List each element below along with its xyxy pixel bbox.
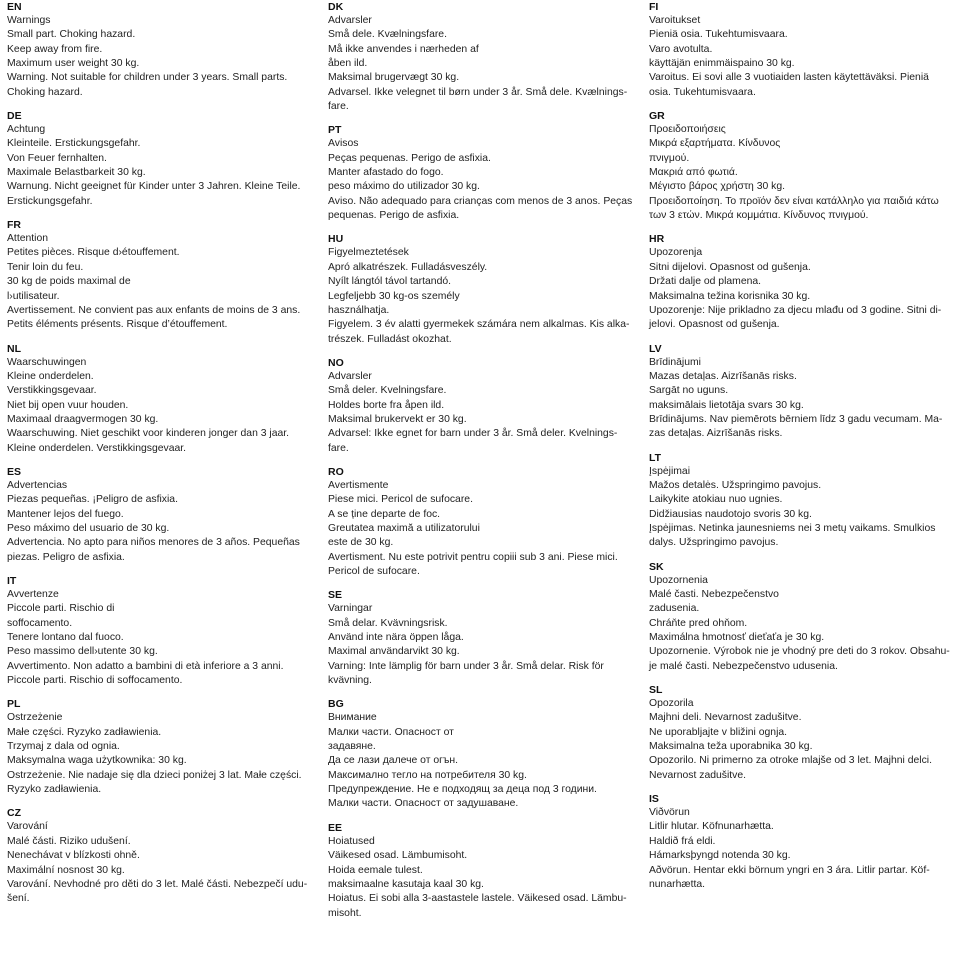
warning-section-lt: [649, 451, 964, 551]
warning-text-line: Pieniä osia. Tukehtumisvaara.: [649, 29, 788, 41]
warning-text-line: Malé časti. Nebezpečenstvo: [649, 589, 779, 600]
language-code: NO: [328, 356, 344, 369]
language-code: HU: [328, 233, 344, 246]
language-code: RO: [328, 465, 344, 478]
warning-text-line: Trzymaj z dala od ognia.: [7, 741, 120, 753]
warning-text-line: Figyelem. 3 év alatti gyermekek számára nem alkalmas. Kis alka-: [328, 319, 630, 331]
warning-section-gr: [649, 109, 964, 223]
language-code: DE: [7, 110, 22, 123]
warning-text-line: Använd inte nära öppen låga.: [328, 632, 464, 644]
language-code: IT: [7, 575, 17, 587]
warning-text-line: pequenas. Perigo de asfixia.: [328, 210, 460, 222]
warning-text-line: Brīdinājums. Nav piemērots bērniem līdz 3 gadu vecumam. Ma-: [649, 413, 943, 425]
warning-text-line: jelovi. Opasnost od gušenja.: [649, 319, 780, 331]
warning-text-line: Kleine onderdelen. Verstikkingsgevaar.: [7, 442, 187, 454]
warning-text-line: Ne uporabljajte v bližini ognja.: [649, 726, 788, 738]
warning-text-line: Laikykite atokiau nuo ugnies.: [649, 494, 783, 506]
language-code: LT: [649, 451, 662, 464]
warning-text-line: maksimaalne kasutaja kaal 30 kg.: [328, 878, 484, 890]
warning-text-line: Apró alkatrészek. Fulladásveszély.: [328, 261, 488, 273]
warning-text-line: Små delar. Kvävningsrisk.: [328, 617, 448, 629]
warning-text-line: Hámarksþyngd notenda 30 kg.: [649, 850, 791, 862]
warning-text-line: Nyílt lángtól távol tartandó.: [328, 276, 452, 288]
warning-text-line: Piccole parti. Rischio di soffocamento.: [7, 675, 183, 687]
warning-text-line: Pericol de sufocare.: [328, 566, 420, 577]
warning-text-line: Hoiatus. Ei sobi alla 3-aastastele lastele. Väikesed osad. Lämbu-: [328, 893, 627, 905]
warning-text-line: Haldið frá eldi.: [649, 835, 716, 847]
language-code: SE: [328, 589, 343, 602]
warning-text-line: käyttäjän enimmäispaino 30 kg.: [649, 58, 795, 70]
warning-section-fr: [7, 218, 319, 332]
section-heading: Brīdinājumi: [649, 356, 701, 368]
warning-text-line: Må ikke anvendes i nærheden af: [328, 43, 479, 55]
warning-text-line: fare.: [328, 442, 349, 454]
section-heading: Varování: [7, 821, 48, 833]
warning-section-pl: [7, 697, 319, 797]
warning-text-line: Maksymalna waga użytkownika: 30 kg.: [7, 755, 187, 767]
warning-text-line: Opozorilo. Ni primerno za otroke mlajše od 3 let. Majhni delci.: [649, 755, 932, 767]
warning-text-line: Peso máximo del usuario de 30 kg.: [7, 522, 170, 534]
warning-section-se: [328, 588, 640, 688]
section-heading: Warnings: [7, 15, 51, 26]
warning-section-fi: [649, 0, 964, 100]
language-code: EN: [7, 1, 22, 13]
warning-section-hr: [649, 232, 964, 332]
warning-text-line: Piccole parti. Rischio di: [7, 603, 115, 615]
warning-text-line: Avertissement. Ne convient pas aux enfants de moins de 3 ans.: [7, 304, 301, 316]
warning-text-line: Maximale Belastbarkeit 30 kg.: [7, 167, 146, 179]
warning-section-no: [328, 356, 640, 456]
warning-text-line: használhatja.: [328, 304, 390, 316]
warning-text-line: Maximaal draagvermogen 30 kg.: [7, 413, 159, 425]
warning-text-line: Verstikkingsgevaar.: [7, 385, 97, 397]
column-2: [328, 0, 640, 930]
warning-text-line: Maksimalna teža uporabnika 30 kg.: [649, 741, 813, 753]
warning-text-line: Peso massimo dell›utente 30 kg.: [7, 646, 158, 658]
warning-text-line: Majhni deli. Nevarnost zadušitve.: [649, 712, 802, 724]
section-heading: Opozorila: [649, 698, 694, 710]
warning-text-line: zadusenia.: [649, 603, 700, 615]
warning-text-line: Små deler. Kvelningsfare.: [328, 385, 447, 397]
warning-text-line: Petites pièces. Risque d›étouffement.: [7, 247, 180, 259]
language-code: DK: [328, 1, 344, 13]
warning-section-cz: [7, 806, 319, 906]
warning-text-line: Aviso. Não adequado para crianças com menos de 3 anos. Peças: [328, 195, 633, 207]
warning-text-line: Piese mici. Pericol de sufocare.: [328, 494, 473, 506]
warning-text-line: Малки части. Опасност от: [328, 726, 454, 738]
warning-text-line: Maksimalna težina korisnika 30 kg.: [649, 290, 811, 302]
warning-text-line: l›utilisateur.: [7, 290, 60, 302]
section-heading: Achtung: [7, 124, 46, 136]
language-code: HR: [649, 233, 665, 246]
warning-text-line: Didžiausias naudotojo svoris 30 kg.: [649, 508, 812, 520]
language-code: PT: [328, 124, 342, 137]
section-heading: Ostrzeżenie: [7, 712, 63, 724]
warning-text-line: Warning. Not suitable for children under 3 years. Small parts.: [7, 72, 288, 84]
warning-text-line: Upozornenie. Výrobok nie je vhodný pre deti do 3 rokov. Obsahu-: [649, 646, 950, 658]
warning-text-line: Warnung. Nicht geeignet für Kinder unter 3 Jahren. Kleine Teile.: [7, 181, 301, 193]
warning-section-sk: [649, 560, 964, 674]
warning-section-hu: [328, 232, 640, 346]
warning-text-line: των 3 ετών. Μικρά κομμάτια. Κίνδυνος πνιγμού.: [649, 210, 869, 222]
warning-section-nl: [7, 342, 319, 456]
warning-text-line: Greutatea maximă a utilizatorului: [328, 522, 480, 534]
warning-text-line: Maksimal brugervægt 30 kg.: [328, 72, 460, 84]
warning-text-line: trészek. Fulladást okozhat.: [328, 333, 452, 345]
language-code: BG: [328, 698, 344, 711]
warning-section-es: [7, 465, 319, 565]
warning-text-line: maksimālais lietotāja svars 30 kg.: [649, 399, 804, 411]
warning-text-line: Piezas pequeñas. ¡Peligro de asfixia.: [7, 494, 178, 506]
warning-section-pt: [328, 123, 640, 223]
warning-text-line: Avertisment. Nu este potrivit pentru copiii sub 3 ani. Piese mici.: [328, 551, 618, 563]
warning-text-line: Waarschuwing. Niet geschikt voor kinderen jonger dan 3 jaar.: [7, 428, 290, 440]
warning-text-line: Μέγιστο βάρος χρήστη 30 kg.: [649, 181, 786, 193]
section-heading: Προειδοποιήσεις: [649, 124, 726, 136]
language-code: SK: [649, 560, 664, 573]
warning-section-ee: [328, 821, 640, 921]
warning-text-line: Малки части. Опасност от задушаване.: [328, 798, 519, 810]
warning-text-line: Advertencia. No apto para niños menores de 3 años. Pequeñas: [7, 537, 300, 549]
warning-text-line: Μακριά από φωτιά.: [649, 167, 738, 179]
warning-text-line: este de 30 kg.: [328, 537, 394, 549]
warning-text-line: Tenir loin du feu.: [7, 261, 84, 273]
section-heading: Viðvörun: [649, 807, 690, 819]
column-3: [649, 0, 964, 901]
language-code: SL: [649, 684, 663, 697]
warning-text-line: Предупреждение. Не е подходящ за деца под 3 години.: [328, 784, 597, 796]
warning-text-line: Hoida eemale tulest.: [328, 864, 423, 876]
language-code: EE: [328, 821, 343, 834]
warning-text-line: fare.: [328, 101, 349, 113]
section-heading: Waarschuwingen: [7, 356, 87, 368]
section-heading: Avisos: [328, 138, 359, 150]
warning-text-line: Tenere lontano dal fuoco.: [7, 632, 124, 644]
warning-text-line: šení.: [7, 893, 30, 905]
section-heading: Varningar: [328, 603, 373, 615]
language-code: PL: [7, 698, 21, 711]
warning-text-line: Legfeljebb 30 kg-os személy: [328, 290, 460, 302]
warning-text-line: Ostrzeżenie. Nie nadaje się dla dzieci poniżej 3 lat. Małe części.: [7, 769, 302, 781]
warning-text-line: Προειδοποίηση. Το προϊόν δεν είναι κατάλληλο για παιδιά κάτω: [649, 195, 939, 207]
warning-text-line: Niet bij open vuur houden.: [7, 399, 129, 411]
warning-text-line: Varování. Nevhodné pro děti do 3 let. Malé části. Nebezpečí udu-: [7, 878, 308, 890]
warning-text-line: Petits éléments présents. Risque d’étouffement.: [7, 319, 228, 331]
warning-text-line: Nevarnost zadušitve.: [649, 769, 747, 781]
language-code: IS: [649, 793, 659, 806]
warning-text-line: Ryzyko zadławienia.: [7, 784, 102, 796]
warning-text-line: Litlir hlutar. Köfnunarhætta.: [649, 821, 774, 833]
warning-section-ro: [328, 465, 640, 579]
warning-section-de: [7, 109, 319, 209]
section-heading: Upozorenja: [649, 247, 703, 259]
section-heading: Upozornenia: [649, 574, 708, 586]
section-heading: Advarsler: [328, 15, 372, 26]
section-heading: Advertencias: [7, 479, 68, 491]
warning-text-line: nunarhætta.: [649, 878, 706, 890]
warning-text-line: Small part. Choking hazard.: [7, 29, 136, 41]
section-heading: Внимание: [328, 712, 377, 724]
warning-text-line: soffocamento.: [7, 617, 73, 629]
warning-text-line: Μικρά εξαρτήματα. Κίνδυνος: [649, 138, 781, 150]
warning-text-line: Nenechávat v blízkosti ohně.: [7, 850, 140, 862]
section-heading: Hoiatused: [328, 835, 375, 847]
warning-text-line: Von Feuer fernhalten.: [7, 152, 107, 164]
warning-text-line: dalys. Užspringimo pavojus.: [649, 537, 779, 549]
warning-text-line: piezas. Peligro de asfixia.: [7, 551, 125, 563]
language-code: LV: [649, 342, 662, 355]
warning-text-line: Små dele. Kvælningsfare.: [328, 29, 447, 41]
section-heading: Avvertenze: [7, 589, 59, 600]
warning-section-is: [649, 792, 964, 892]
language-code: CZ: [7, 807, 21, 820]
warning-text-line: misoht.: [328, 907, 362, 919]
warning-text-line: osia. Tukehtumisvaara.: [649, 86, 756, 98]
warning-text-line: Varoitus. Ei sovi alle 3 vuotiaiden lasten käytettäväksi. Pieniä: [649, 72, 929, 84]
language-code: ES: [7, 465, 22, 478]
warning-text-line: je malé časti. Nebezpečenstvo udusenia.: [649, 660, 838, 672]
warning-section-it: [7, 574, 319, 688]
warning-text-line: Įspėjimas. Netinka jaunesniems nei 3 metų vaikams. Smulkios: [649, 522, 936, 534]
language-code: FR: [7, 219, 21, 232]
warning-text-line: Sargāt no uguns.: [649, 385, 729, 397]
warning-text-line: Maximum user weight 30 kg.: [7, 58, 140, 70]
language-code: FI: [649, 1, 659, 13]
warning-text-line: A se ține departe de foc.: [328, 508, 441, 520]
warning-text-line: Maximálna hmotnosť dieťaťa je 30 kg.: [649, 632, 825, 644]
warning-text-line: Kleine onderdelen.: [7, 370, 94, 382]
warning-text-line: Mažos detalės. Užspringimo pavojus.: [649, 479, 822, 491]
warning-text-line: Sitni dijelovi. Opasnost od gušenja.: [649, 261, 811, 273]
warning-text-line: Advarsel. Ikke velegnet til børn under 3 år. Små dele. Kvælnings-: [328, 86, 628, 98]
warning-section-dk: [328, 0, 640, 114]
section-heading: Įspėjimai: [649, 465, 690, 477]
warning-text-line: задавяне.: [328, 741, 376, 753]
warning-text-line: Väikesed osad. Lämbumisoht.: [328, 850, 468, 862]
warning-text-line: Holdes borte fra åpen ild.: [328, 399, 445, 411]
warning-text-line: Kleinteile. Erstickungsgefahr.: [7, 138, 141, 150]
warning-text-line: Avvertimento. Non adatto a bambini di età inferiore a 3 anni.: [7, 660, 284, 672]
warning-text-line: πνιγμού.: [649, 152, 690, 164]
column-1: [7, 0, 319, 916]
warning-text-line: Chráňte pred ohňom.: [649, 617, 748, 629]
warning-text-line: Varo avotulta.: [649, 43, 713, 55]
warning-text-line: 30 kg de poids maximal de: [7, 276, 131, 288]
language-code: GR: [649, 110, 665, 123]
warning-text-line: Varning: Inte lämplig för barn under 3 år. Små delar. Risk för: [328, 660, 604, 672]
warning-text-line: Aðvörun. Hentar ekki börnum yngri en 3 ára. Litlir partar. Köf-: [649, 864, 930, 876]
warning-section-sl: [649, 683, 964, 783]
section-heading: Figyelmeztetések: [328, 247, 409, 259]
warning-text-line: Manter afastado do fogo.: [328, 167, 444, 179]
section-heading: Attention: [7, 233, 49, 245]
warning-text-line: Maximal användarvikt 30 kg.: [328, 646, 460, 658]
warning-text-line: Максимално тегло на потребителя 30 kg.: [328, 769, 527, 781]
warning-text-line: åben ild.: [328, 58, 368, 70]
warning-text-line: Mantener lejos del fuego.: [7, 508, 124, 520]
warning-text-line: Да се лази далече от огън.: [328, 755, 459, 767]
warning-section-bg: [328, 697, 640, 811]
section-heading: Avertismente: [328, 479, 389, 491]
warning-text-line: Držati dalje od plamena.: [649, 276, 762, 288]
warning-text-line: Maximální nosnost 30 kg.: [7, 864, 125, 876]
warning-section-lv: [649, 342, 964, 442]
language-code: NL: [7, 342, 21, 355]
warning-text-line: Maksimal brukervekt er 30 kg.: [328, 413, 467, 425]
warning-section-en: [7, 0, 319, 100]
warning-text-line: zas detaļas. Aizrīšanās risks.: [649, 428, 783, 440]
warning-text-line: Keep away from fire.: [7, 43, 103, 55]
warning-text-line: Małe części. Ryzyko zadławienia.: [7, 726, 162, 738]
warning-text-line: Peças pequenas. Perigo de asfixia.: [328, 152, 491, 164]
warning-text-line: kvävning.: [328, 675, 372, 687]
warning-text-line: Advarsel: Ikke egnet for barn under 3 år. Små deler. Kvelnings-: [328, 428, 618, 440]
warning-text-line: Choking hazard.: [7, 86, 83, 98]
warning-text-line: Malé části. Riziko udušení.: [7, 835, 131, 847]
section-heading: Varoitukset: [649, 15, 701, 26]
warning-text-line: Erstickungsgefahr.: [7, 195, 93, 207]
warning-text-line: peso máximo do utilizador 30 kg.: [328, 181, 480, 193]
warning-text-line: Upozorenje: Nije prikladno za djecu mlađu od 3 godine. Sitni di-: [649, 304, 942, 316]
section-heading: Advarsler: [328, 370, 372, 382]
warning-text-line: Mazas detaļas. Aizrīšanās risks.: [649, 370, 797, 382]
